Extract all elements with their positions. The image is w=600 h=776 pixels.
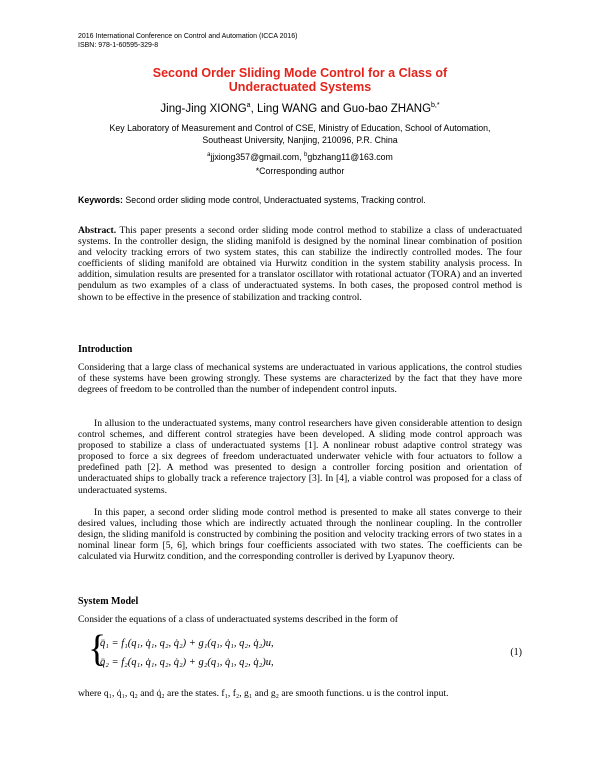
- email-b-sup: b: [303, 152, 308, 159]
- author-1: Jing-Jing XIONG: [160, 102, 247, 115]
- model-where-clause: where q₁, q̇₁, q₂ and q̇₂ are the states. f₁, f₂, g₁ and g₂ are smooth functions. u is the control input.: [78, 688, 449, 699]
- equation-brace: {: [88, 628, 107, 670]
- author-1-sup: a: [246, 102, 251, 109]
- title-line-1: Second Order Sliding Mode Control for a Class of: [152, 66, 448, 80]
- equation-line-2: q̈₂ = f₂(q₁, q̇₁, q₂, q̇₂) + g₂(q₁, q̇₁, q₂, q̇₂)u,: [100, 657, 274, 668]
- corresponding-author: *Corresponding author: [255, 166, 345, 176]
- authors-rest: , Ling WANG and Guo-bao ZHANG: [250, 102, 432, 115]
- equation-line-1: q̈₁ = f₁(q₁, q̇₁, q₂, q̇₂) + g₁(q₁, q̇₁, q₂, q̇₂)u,: [100, 638, 274, 649]
- isbn: ISBN: 978-1-60595-329-8: [78, 42, 159, 49]
- intro-heading: Introduction: [78, 344, 133, 355]
- keywords-label: Keywords:: [78, 195, 123, 205]
- equation-number: (1): [510, 647, 522, 658]
- equation-1: [88, 628, 528, 674]
- model-paragraph-1: Consider the equations of a class of underactuated systems described in the form of: [78, 614, 398, 625]
- affiliation: [78, 122, 522, 146]
- affiliation-line-2: Southeast University, Nanjing, 210096, P.R. China: [202, 135, 398, 145]
- email-a-sup: a: [207, 152, 211, 159]
- abstract: [78, 225, 522, 303]
- email-b: gbzhang11@163.com: [307, 152, 393, 162]
- author-list: [0, 102, 600, 115]
- conference-header: [78, 32, 297, 50]
- abstract-label: Abstract.: [78, 225, 117, 236]
- paper-title: [0, 66, 600, 94]
- intro-paragraph-3: In this paper, a second order sliding mode control method is presented to make all states converge to their desired values, including those which are indirectly actuated through the nonlinear coupling. In the controller design, the sliding manifold is constructed by combining the position and velocity tracking errors of two states in a nominal linear form [5, 6], which brings four coefficients associated with two states. The coefficients can be calculated via Hurwitz condition, and the corresponding controller is derived by Lyapunov theory.: [78, 507, 522, 563]
- title-line-2: Underactuated Systems: [228, 80, 372, 94]
- affiliation-line-1: Key Laboratory of Measurement and Control of CSE, Ministry of Education, School of Automation,: [109, 123, 491, 133]
- email-a: jjxiong357@gmail.com,: [210, 152, 304, 162]
- system-model-heading: System Model: [78, 596, 139, 607]
- intro-paragraph-1: Considering that a large class of mechanical systems are underactuated in various applications, the control studies of these systems have been growing strongly. These systems are characterized by the fact that they have more degrees of freedom to be controlled than the number of independent control inputs.: [78, 362, 522, 396]
- keywords: [78, 195, 426, 205]
- intro-paragraph-2: In allusion to the underactuated systems, many control researchers have given considerable attention to design control schemes, and different control strategies have been developed. A sliding mode control approach was proposed to stabilize a class of underactuated systems [1]. A nonlinear robust adaptive control strategy was proposed to force a six degrees of freedom underactuated underwater vehicle with four actuators to follow a predefined path [2]. A method was presented to design a controller forcing position and orientation of underactuated ships to globally track a reference trajectory [3]. In [4], a viable control was proposed for a class of underactuated systems.: [78, 418, 522, 496]
- conference-name: 2016 International Conference on Control and Automation (ICCA 2016): [78, 33, 298, 40]
- author-3-sup: b,*: [431, 102, 440, 109]
- author-emails: [0, 152, 600, 162]
- keywords-text: Second order sliding mode control, Underactuated systems, Tracking control.: [122, 195, 426, 205]
- abstract-text: This paper presents a second order sliding mode control method to stabilize a class of underactuated systems. In the controller design, the sliding manifold is designed by the nominal linear combination of position and velocity tracking errors of two system states, this can stabilize the indirectly controlled modes. The four coefficients of sliding manifold are obtained via Hurwitz condition in the system stability analysis process. In addition, simulation results are presented for a translator oscillator with rotational actuator (TORA) and an inverted pendulum as two examples of a class of underactuated systems. In both cases, the proposed control method is shown to be effective in the presence of stabilization and tracking control.: [78, 225, 522, 303]
